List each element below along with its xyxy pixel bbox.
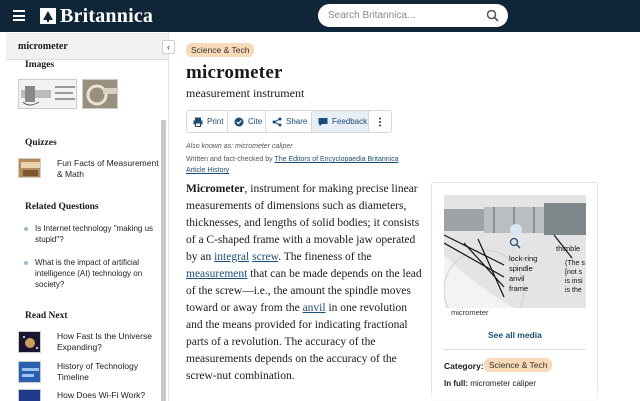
read-next-link[interactable]: How Fast Is the Universe Expanding? bbox=[57, 331, 152, 352]
category-label: Category: bbox=[444, 361, 484, 371]
related-questions-heading: Related Questions bbox=[25, 202, 99, 212]
read-next-thumbnail[interactable] bbox=[18, 361, 41, 383]
cite-button[interactable] bbox=[227, 110, 269, 133]
hamburger-menu-icon[interactable] bbox=[13, 10, 25, 21]
read-next-thumbnail[interactable] bbox=[18, 389, 41, 401]
sidebar-title: micrometer bbox=[18, 41, 68, 52]
quizzes-heading: Quizzes bbox=[25, 138, 57, 148]
search-icon[interactable] bbox=[486, 9, 499, 22]
britannica-thistle-logo[interactable] bbox=[39, 7, 57, 25]
byline-prefix: Written and fact-checked by bbox=[186, 156, 273, 163]
link-measurement[interactable]: measurement bbox=[186, 268, 248, 280]
print-icon bbox=[193, 117, 203, 127]
byline bbox=[186, 156, 399, 163]
print-label: Print bbox=[207, 117, 224, 126]
thimble-label: thimble bbox=[556, 244, 581, 253]
share-button[interactable] bbox=[265, 110, 314, 133]
article-title: micrometer bbox=[186, 62, 283, 83]
link-anvil[interactable]: anvil bbox=[302, 302, 326, 314]
article-body: Micrometer, instrument for making precise linear measurements of dimensions such as diameters, thicknesses, and lengths of solid bodies; it consists of a C-shaped frame with a movable jaw operated by an integral screw. The fineness of the measurement that can be made depends on the lead of the screw—i.e., the amount the spindle moves toward or away from the anvil in one revolution and the means provided for indicating fractional parts of a revolution. The accuracy of the measurements depends on the accuracy of the screw-nut combination. bbox=[186, 183, 422, 382]
quiz-link[interactable]: Fun Facts of Measurement & Math bbox=[57, 158, 159, 179]
more-options-button[interactable] bbox=[368, 110, 392, 133]
quiz-thumbnail[interactable] bbox=[18, 158, 41, 178]
article-subtitle: measurement instrument bbox=[186, 86, 305, 100]
link-integral[interactable]: integral bbox=[214, 251, 250, 263]
collapse-sidebar-button[interactable]: ‹ bbox=[162, 40, 175, 54]
article-history bbox=[186, 167, 229, 174]
britannica-wordmark[interactable]: Britannica bbox=[60, 5, 154, 27]
search-box[interactable] bbox=[318, 4, 508, 27]
print-button[interactable] bbox=[186, 110, 230, 133]
cite-check-icon bbox=[234, 117, 244, 127]
read-next-link[interactable]: How Does Wi-Fi Work? bbox=[57, 390, 146, 400]
images-heading: Images bbox=[25, 60, 55, 70]
image-caption: micrometer bbox=[451, 308, 489, 317]
category-chip[interactable]: Science & Tech bbox=[484, 358, 552, 372]
micrometer-part-labels: lock-ring spindle anvil frame bbox=[509, 254, 538, 293]
read-next-thumbnail[interactable] bbox=[18, 331, 41, 353]
image-side-text: (The s [not s is insi is the bbox=[565, 260, 585, 294]
see-all-media-link[interactable]: See all media bbox=[488, 330, 542, 340]
article-history-link[interactable]: Article History bbox=[186, 167, 230, 174]
related-question-link[interactable]: What is the impact of artificial intelligence (AI) technology on society? bbox=[35, 258, 143, 289]
image-thumbnail-photo[interactable] bbox=[82, 79, 118, 109]
feedback-button[interactable] bbox=[311, 110, 374, 133]
card-divider bbox=[443, 349, 586, 350]
byline-author-link[interactable]: The Editors of Encyclopaedia Britannica bbox=[274, 156, 399, 163]
image-thumbnail-diagram[interactable] bbox=[18, 79, 77, 109]
category-tag[interactable]: Science & Tech bbox=[186, 43, 254, 57]
in-full-row: In full: micrometer caliper bbox=[444, 379, 537, 388]
related-question-link[interactable]: Is Internet technology "making us stupid"? bbox=[35, 224, 154, 244]
bullet-icon bbox=[24, 261, 28, 265]
zoom-magnifier-icon[interactable] bbox=[509, 237, 521, 249]
article-sidebar bbox=[6, 33, 169, 401]
read-next-heading: Read Next bbox=[25, 311, 68, 321]
share-label: Share bbox=[286, 117, 308, 126]
bottom-fade bbox=[170, 388, 640, 401]
search-input[interactable] bbox=[328, 8, 478, 23]
share-icon bbox=[272, 117, 282, 127]
sidebar-scrollbar[interactable] bbox=[161, 120, 166, 401]
read-next-link[interactable]: History of Technology Timeline bbox=[57, 361, 139, 382]
sidebar-header bbox=[6, 33, 169, 60]
top-navigation-bar bbox=[0, 0, 640, 32]
link-screw[interactable]: screw bbox=[252, 251, 279, 263]
more-vertical-icon bbox=[375, 117, 385, 127]
lead-term: Micrometer bbox=[186, 183, 245, 195]
also-known-as: Also known as: micrometer caliper bbox=[186, 143, 293, 150]
bullet-icon bbox=[24, 227, 28, 231]
feedback-label: Feedback bbox=[332, 117, 368, 126]
feedback-icon bbox=[318, 117, 328, 127]
cite-label: Cite bbox=[248, 117, 263, 126]
